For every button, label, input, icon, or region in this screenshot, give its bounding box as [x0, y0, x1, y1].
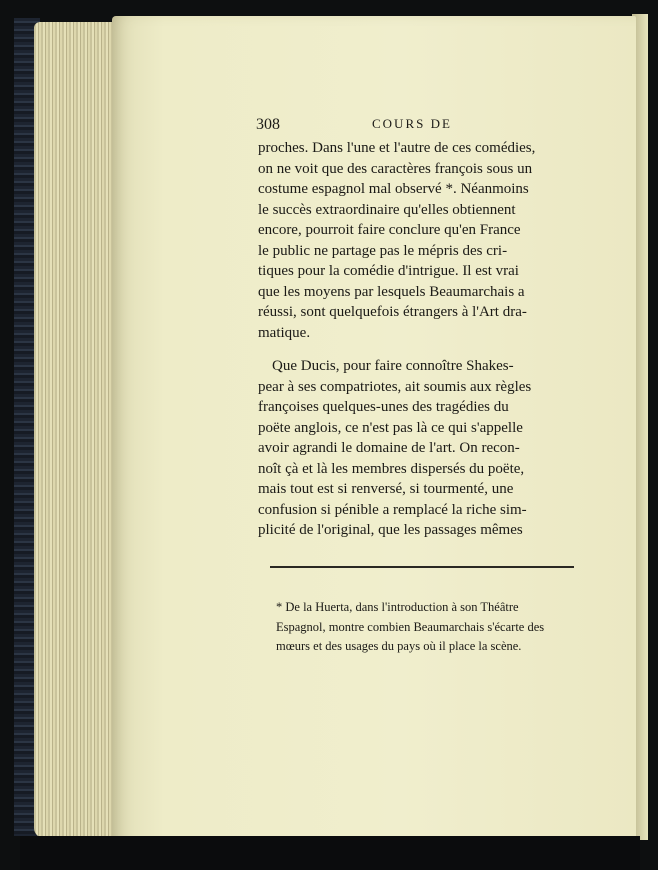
- text-line: réussi, sont quelquefois étrangers à l'Art dra-: [258, 304, 527, 320]
- text-line: costume espagnol mal observé *. Néanmoins: [258, 181, 529, 197]
- paragraph-1: [258, 138, 578, 343]
- text-line: proches. Dans l'une et l'autre de ces comédies,: [258, 140, 536, 156]
- text-line: mais tout est si renversé, si tourmenté, une: [258, 481, 514, 497]
- text-line: avoir agrandi le domaine de l'art. On recon-: [258, 440, 520, 456]
- text-line: plicité de l'original, que les passages mêmes: [258, 522, 523, 538]
- text-line: matique.: [258, 324, 311, 341]
- footnote-line: Espagnol, montre combien Beaumarchais s'écarte des: [276, 619, 545, 634]
- text-line: confusion si pénible a remplacé la riche sim-: [258, 501, 527, 518]
- page-number: 308: [256, 116, 280, 133]
- text-line: noît çà et là les membres dispersés du poëte,: [258, 460, 525, 477]
- text-line: françoises quelques-unes des tragédies du: [258, 399, 509, 415]
- background-shadow: [20, 836, 640, 870]
- footnote-rule: [270, 566, 574, 568]
- text-line: on ne voit que des caractères françois sous un: [258, 160, 533, 177]
- text-line: encore, pourroit faire conclure qu'en France: [258, 222, 521, 238]
- body-text: [258, 138, 578, 541]
- paragraph-2: [258, 356, 578, 541]
- page-header: [256, 116, 576, 136]
- footnote-line: * De la Huerta, dans l'introduction à son Théâtre: [276, 600, 519, 614]
- text-line: le succès extraordinaire qu'elles obtiennent: [258, 201, 516, 218]
- text-line: que les moyens par lesquels Beaumarchais a: [258, 283, 525, 300]
- footnote-line: mœurs et des usages du pays où il place la scène.: [276, 639, 522, 653]
- text-line: tiques pour la comédie d'intrigue. Il est vrai: [258, 263, 519, 279]
- footnote: [276, 598, 586, 657]
- text-line: le public ne partage pas le mépris des cri-: [258, 242, 508, 259]
- text-line: Que Ducis, pour faire connoître Shakes-: [272, 358, 514, 374]
- text-line: pear à ses compatriotes, ait soumis aux règles: [258, 378, 532, 395]
- text-line: poëte anglois, ce n'est pas là ce qui s'appelle: [258, 419, 523, 436]
- running-title: COURS DE: [372, 116, 452, 131]
